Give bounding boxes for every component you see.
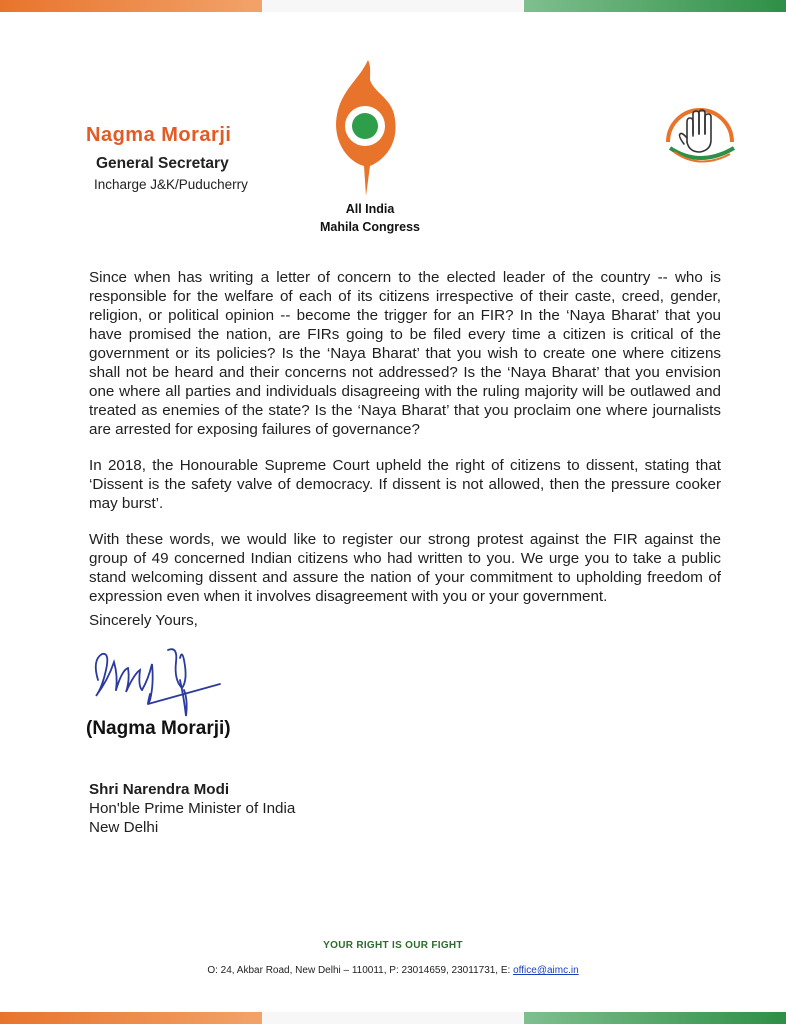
handwritten-signature — [88, 640, 228, 720]
tricolor-bottom-band — [0, 1012, 786, 1024]
footer-address: O: 24, Akbar Road, New Delhi – 110011, P: 23014659, 23011731, E: — [207, 965, 514, 976]
organization-name — [300, 200, 440, 236]
congress-hand-logo-icon — [660, 96, 740, 172]
footer-contact — [0, 965, 786, 976]
sender-designation: General Secretary — [96, 155, 229, 172]
sender-name: Nagma Morarji — [86, 124, 232, 146]
sender-charge: Incharge J&K/Puducherry — [94, 177, 248, 192]
recipient-place: New Delhi — [89, 819, 159, 836]
organization-line-1: All India — [345, 202, 395, 216]
footer-slogan: YOUR RIGHT IS OUR FIGHT — [323, 940, 463, 951]
footer-email-link[interactable]: office@aimc.in — [513, 965, 579, 976]
letter-paragraph-1: Since when has writing a letter of concern to the elected leader of the country -- who is responsible for the welfare of each of its citizens irrespective of their caste, creed, gender, religion, or political opinion -- become the trigger for an FIR? In the ‘Naya Bharat’ that you have promised the nation, are FIRs going to be filed every time a citizen is critical of the government or its policies? Is the ‘Naya Bharat’ that you wish to create one where citizens shall not be heard and their concerns not addressed? Is the ‘Naya Bharat’ that you envision one where all parties and individuals disagreeing with the ruling majority will be outlawed and treated as enemies of the state? Is the ‘Naya Bharat’ that you proclaim one where journalists are arrested for exposing failures of governance? — [89, 269, 721, 438]
signed-name: (Nagma Morarji) — [86, 718, 231, 739]
mahila-congress-logo-icon — [330, 58, 400, 198]
letter-body — [89, 268, 721, 623]
recipient-block — [89, 780, 295, 837]
sender-block — [86, 124, 248, 192]
tricolor-top-band — [0, 0, 786, 12]
recipient-title: Hon'ble Prime Minister of India — [89, 800, 296, 817]
letter-paragraph-2: In 2018, the Honourable Supreme Court upheld the right of citizens to dissent, stating that ‘Dissent is the safety valve of democracy. If dissent is not allowed, then the pressure cooker may burst’. — [89, 457, 721, 512]
letter-closing: Sincerely Yours, — [89, 612, 198, 629]
organization-line-2: Mahila Congress — [319, 220, 421, 234]
letter-paragraph-3: With these words, we would like to register our strong protest against the FIR against the group of 49 concerned Indian citizens who had written to you. We urge you to take a public stand welcoming dissent and assure the nation of your commitment to upholding freedom of expression even when it involves disagreement with you or your government. — [89, 531, 721, 605]
recipient-name: Shri Narendra Modi — [89, 781, 230, 798]
